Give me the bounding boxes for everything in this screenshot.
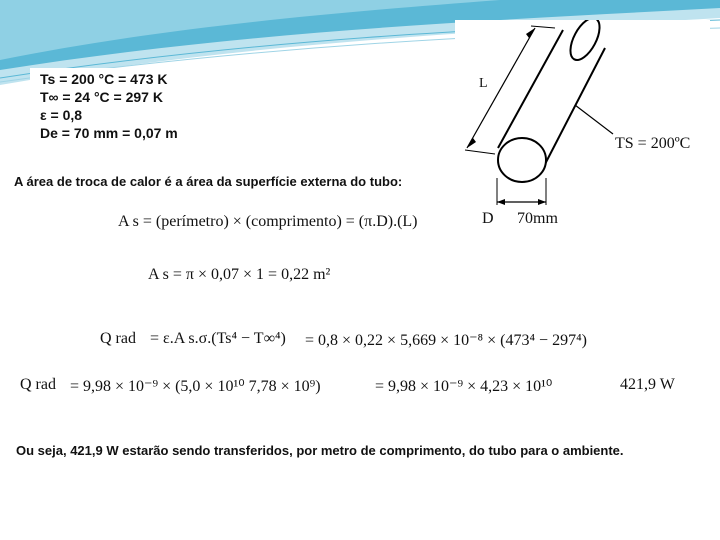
cylinder-figure bbox=[455, 20, 710, 240]
diameter-label: D bbox=[482, 210, 494, 227]
given-emissivity: ε = 0,8 bbox=[40, 107, 83, 123]
qrad-lhs-1: Q rad bbox=[100, 330, 136, 347]
intro-text: A área de troca de calor é a área da superfície externa do tubo: bbox=[14, 174, 403, 189]
diameter-value: 70mm bbox=[517, 210, 558, 227]
qrad-substitution-1: = 0,8 × 0,22 × 5,669 × 10⁻⁸ × (473⁴ − 297⁴) bbox=[305, 332, 587, 349]
qrad-step-3: = 9,98 × 10⁻⁹ × 4,23 × 10¹⁰ bbox=[375, 378, 553, 395]
qrad-lhs-2: Q rad bbox=[20, 376, 56, 393]
surface-temp-label: TS = 200ºC bbox=[615, 135, 691, 152]
qrad-result: 421,9 W bbox=[620, 376, 675, 393]
area-value-equation: A s = π × 0,07 × 1 = 0,22 m² bbox=[148, 266, 331, 283]
given-ts: Ts = 200 °C = 473 K bbox=[40, 71, 168, 87]
cylinder-drawing bbox=[455, 20, 710, 240]
length-label: L bbox=[479, 76, 488, 91]
conclusion-text: Ou seja, 421,9 W estarão sendo transferidos, por metro de comprimento, do tubo para o ambiente. bbox=[16, 443, 624, 458]
given-diameter: De = 70 mm = 0,07 m bbox=[40, 125, 178, 141]
given-tinf: T∞ = 24 °C = 297 K bbox=[40, 89, 163, 105]
qrad-step-2: = 9,98 × 10⁻⁹ × (5,0 × 10¹⁰ 7,78 × 10⁹) bbox=[70, 378, 321, 395]
area-definition-equation: A s = (perímetro) × (comprimento) = (π.D).(L) bbox=[118, 213, 418, 230]
qrad-formula-1: = ε.A s.σ.(Ts⁴ − T∞⁴) bbox=[150, 330, 286, 347]
